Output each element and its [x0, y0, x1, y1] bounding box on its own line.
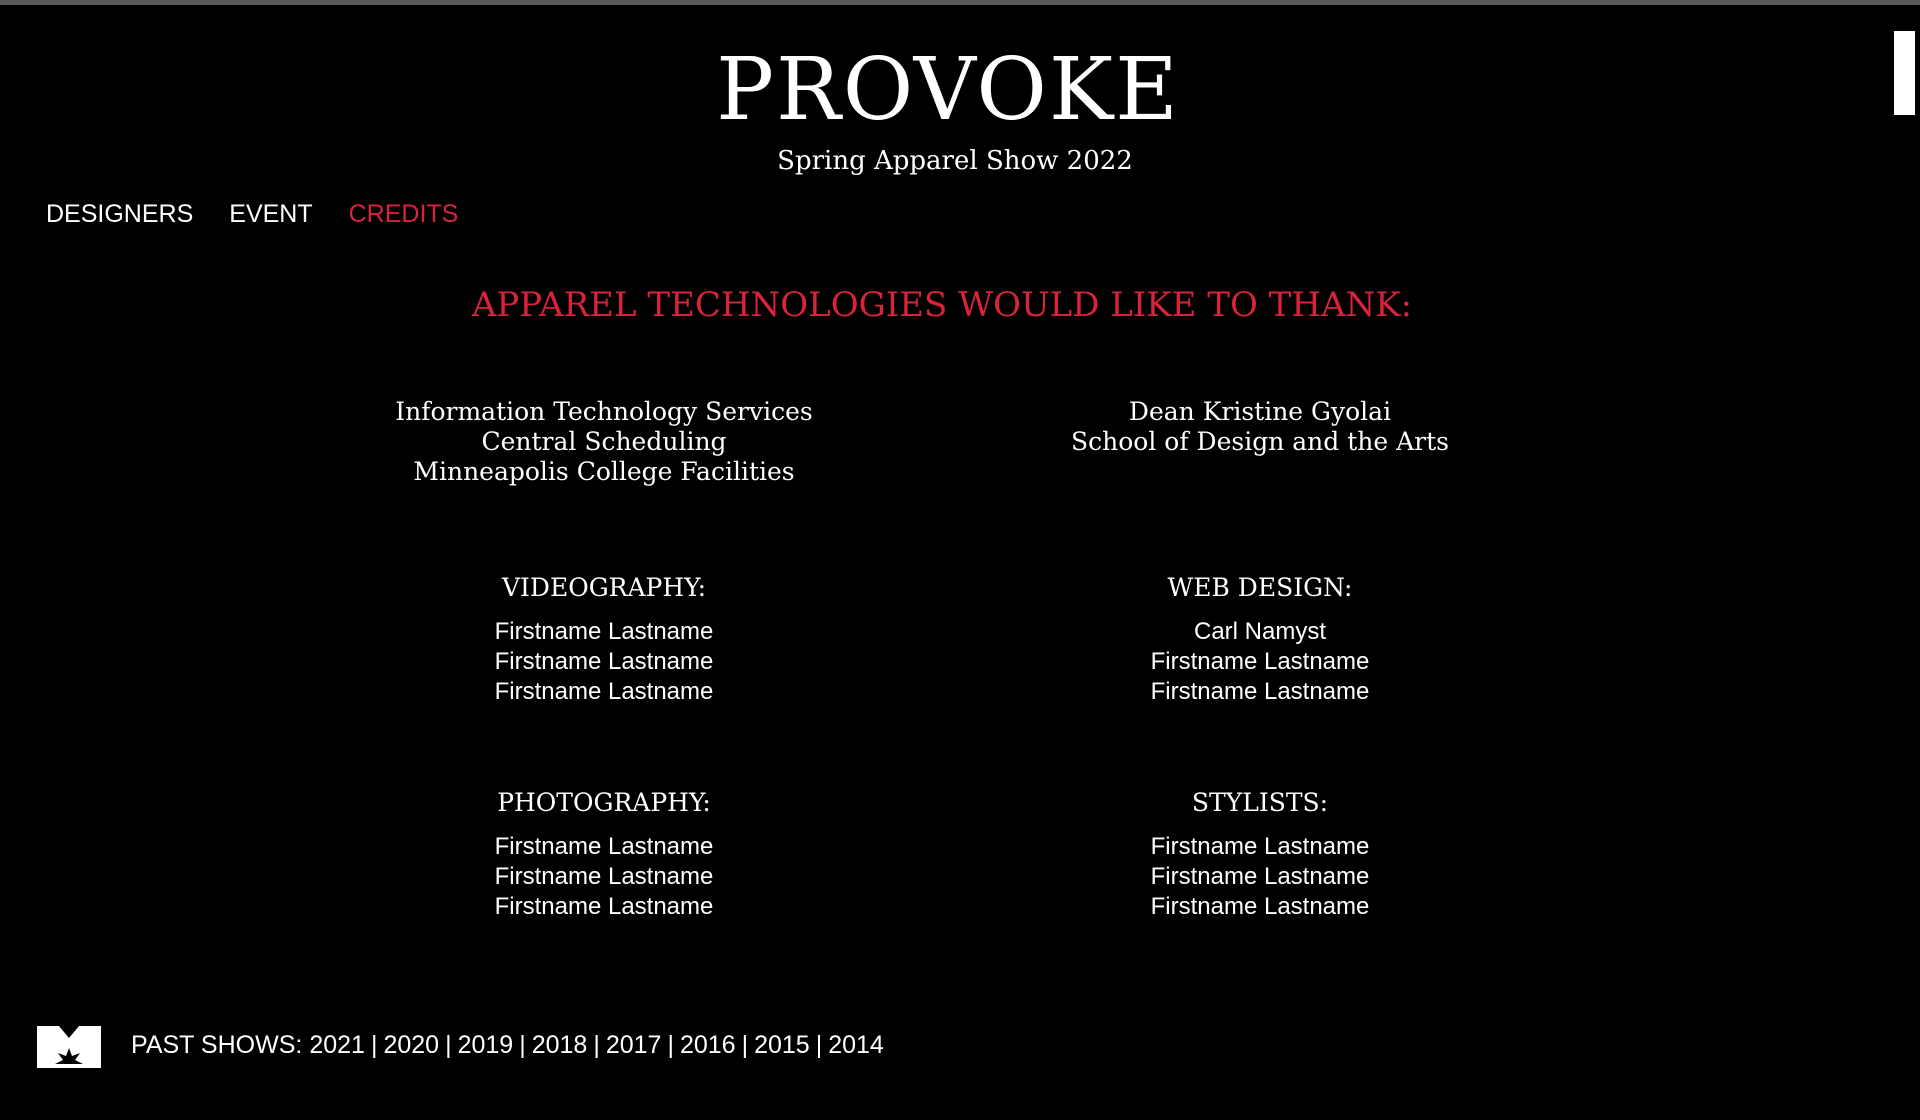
separator: |	[815, 1031, 823, 1059]
credit-name: Firstname Lastname	[1150, 893, 1370, 920]
top-border	[0, 0, 1920, 5]
thanks-item: Minneapolis College Facilities	[413, 457, 795, 486]
main-nav	[46, 196, 458, 232]
past-show-link[interactable]: 2021	[309, 1031, 365, 1059]
web-design-names	[960, 617, 1560, 707]
credit-name: Firstname Lastname	[1150, 863, 1370, 890]
credit-name: Firstname Lastname	[494, 648, 714, 675]
credit-name: Firstname Lastname	[1150, 648, 1370, 675]
site-title: PROVOKE	[716, 40, 1180, 140]
scrollbar-thumb[interactable]	[1894, 31, 1915, 115]
site-subtitle: Spring Apparel Show 2022	[777, 146, 1133, 176]
separator: |	[741, 1031, 749, 1059]
thanks-item: Information Technology Services	[395, 397, 813, 426]
credit-name: Firstname Lastname	[1150, 833, 1370, 860]
credit-name: Carl Namyst	[1193, 618, 1326, 645]
separator: |	[667, 1031, 674, 1059]
videography-title: VIDEOGRAPHY:	[501, 573, 707, 602]
nav-credits[interactable]: CREDITS	[348, 200, 459, 228]
stylists-section	[960, 786, 1560, 922]
past-show-link[interactable]: 2014	[828, 1031, 884, 1059]
past-shows	[131, 1027, 884, 1063]
videography-section	[304, 571, 904, 707]
web-design-title: WEB DESIGN:	[1167, 573, 1353, 602]
web-design-section	[960, 571, 1560, 707]
past-show-link[interactable]: 2020	[383, 1031, 440, 1059]
past-show-link[interactable]: 2017	[605, 1031, 662, 1059]
photography-title: PHOTOGRAPHY:	[497, 788, 711, 817]
separator: |	[445, 1031, 452, 1059]
thanks-item: Central Scheduling	[481, 427, 727, 456]
nav-event[interactable]: EVENT	[229, 200, 313, 228]
videography-names	[304, 617, 904, 707]
stylists-names	[960, 832, 1560, 922]
credit-name: Firstname Lastname	[494, 893, 714, 920]
past-shows-label: PAST SHOWS:	[131, 1031, 303, 1059]
credit-name: Firstname Lastname	[494, 863, 714, 890]
stylists-title: STYLISTS:	[1191, 788, 1329, 817]
photography-section	[304, 786, 904, 922]
past-show-link[interactable]: 2015	[754, 1031, 810, 1059]
footer	[37, 1022, 884, 1068]
separator: |	[593, 1031, 600, 1059]
credit-name: Firstname Lastname	[494, 833, 714, 860]
credit-name: Firstname Lastname	[494, 618, 714, 645]
photography-names	[304, 832, 904, 922]
past-show-link[interactable]: 2016	[679, 1031, 736, 1059]
thanks-list-right	[960, 397, 1560, 457]
nav-designers[interactable]: DESIGNERS	[46, 200, 194, 228]
past-show-link[interactable]: 2018	[531, 1031, 588, 1059]
thanks-heading: APPAREL TECHNOLOGIES WOULD LIKE TO THANK:	[471, 285, 1413, 325]
credit-name: Firstname Lastname	[1150, 678, 1370, 705]
past-show-link[interactable]: 2019	[457, 1031, 514, 1059]
thanks-item: Dean Kristine Gyolai	[1128, 397, 1392, 426]
minneapolis-college-logo-icon[interactable]	[37, 1022, 101, 1068]
separator: |	[370, 1031, 378, 1059]
thanks-item: School of Design and the Arts	[1071, 427, 1449, 456]
separator: |	[519, 1031, 526, 1059]
thanks-list-left	[304, 397, 904, 487]
credit-name: Firstname Lastname	[494, 678, 714, 705]
